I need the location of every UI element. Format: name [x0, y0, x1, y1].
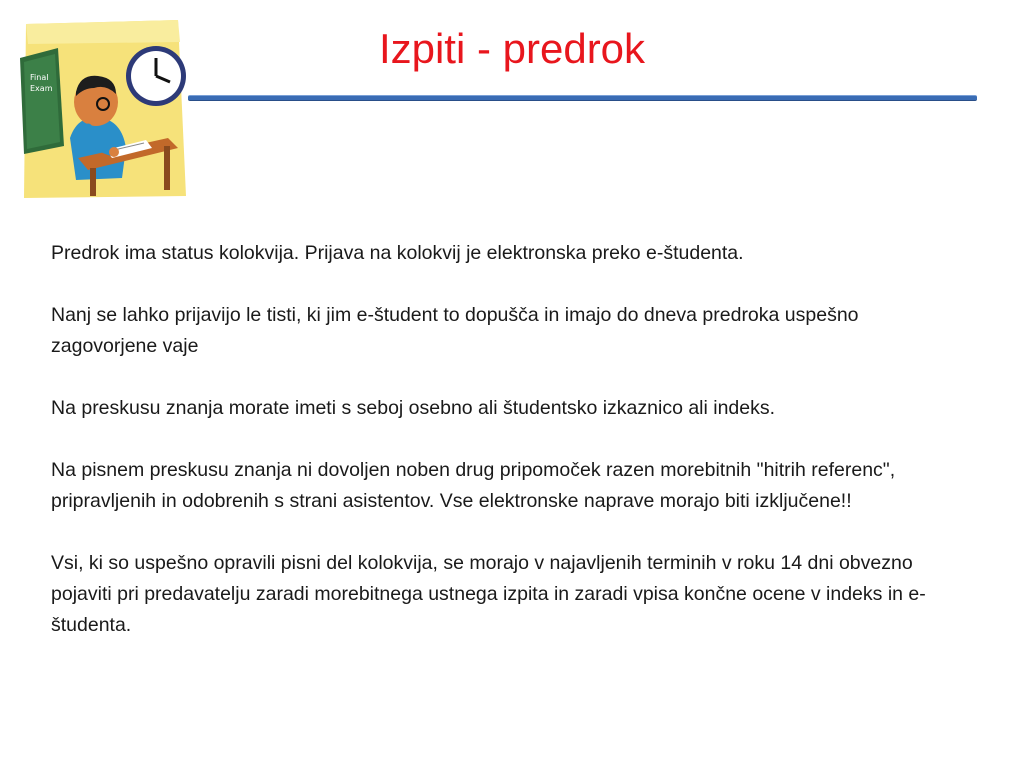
board-text-2: Exam	[30, 84, 53, 93]
slide-title: Izpiti - predrok	[378, 25, 646, 72]
board-text-1: Final	[30, 73, 49, 82]
paragraph-allowed-materials: Na pisnem preskusu znanja ni dovoljen noben drug pripomoček razen morebitnih "hitrih referenc", pripravljenih in odobrenih s strani asistentov. Vse elektronske naprave morajo biti izključene!!	[51, 459, 896, 512]
exam-student-clipart-icon	[18, 18, 193, 200]
slide-body	[51, 238, 951, 672]
paragraph-eligibility: Nanj se lahko prijavijo le tisti, ki jim e-študent to dopušča in imajo do dneva predroka uspešno zagovorjene vaje	[51, 304, 859, 357]
paragraph-id-requirement: Na preskusu znanja morate imeti s seboj osebno ali študentsko izkaznico ali indeks.	[51, 397, 776, 419]
paragraph-registration: Predrok ima status kolokvija. Prijava na kolokvij je elektronska preko e-študenta.	[51, 242, 744, 264]
title-divider	[188, 95, 977, 101]
paragraph-oral-exam: Vsi, ki so uspešno opravili pisni del kolokvija, se morajo v najavljenih terminih v roku 14 dni obvezno pojaviti pri predavatelju zaradi morebitnega ustnega izpita in zaradi vpisa končne ocene v indeks in e-študenta.	[51, 552, 926, 636]
